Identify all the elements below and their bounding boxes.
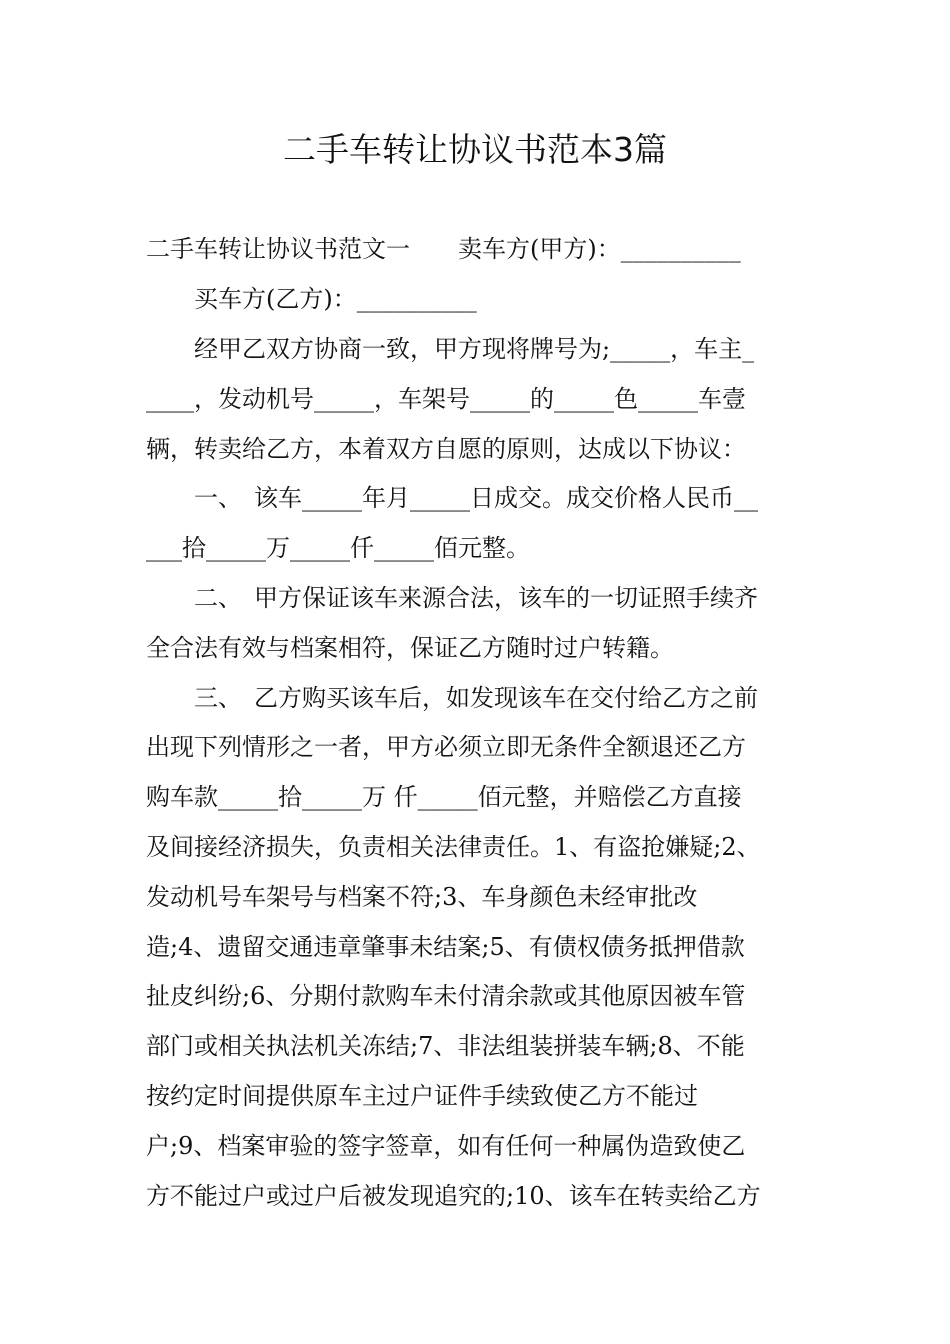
text-line: 全合法有效与档案相符，保证乙方随时过户转籍。 — [146, 634, 674, 662]
text-line: 户;9、档案审验的签字签章，如有任何一种属伪造致使乙 — [146, 1132, 746, 1160]
text-line: 造;4、遗留交通违章肇事未结案;5、有债权债务抵押借款 — [146, 933, 745, 961]
text-line: 三、 乙方购买该车后，如发现该车在交付给乙方之前 — [194, 684, 758, 712]
text-line: 扯皮纠纷;6、分期付款购车未付清余款或其他原因被车管 — [146, 982, 746, 1010]
text-line: 买车方(乙方)：__________ — [194, 285, 477, 313]
text-line: 辆，转卖给乙方，本着双方自愿的原则，达成以下协议： — [146, 435, 746, 463]
text-line: 方不能过户或过户后被发现追究的;10、该车在转卖给乙方 — [146, 1182, 761, 1210]
text-line: 部门或相关执法机关冻结;7、非法组装拼装车辆;8、不能 — [146, 1032, 745, 1060]
text-line: 一、 该车_____年月_____日成交。成交价格人民币__ — [194, 484, 758, 512]
text-line: 二、 甲方保证该车来源合法，该车的一切证照手续齐 — [194, 584, 758, 612]
text-line: 发动机号车架号与档案不符;3、车身颜色未经审批改 — [146, 883, 698, 911]
text-line: 购车款_____拾_____万 仟_____佰元整，并赔偿乙方直接 — [146, 783, 742, 811]
text-line: ____，发动机号_____，车架号_____的_____色_____车壹 — [146, 385, 746, 413]
text-line: ___拾_____万_____仟_____佰元整。 — [146, 534, 530, 562]
text-line: 及间接经济损失，负责相关法律责任。1、有盗抢嫌疑;2、 — [146, 833, 761, 861]
text-line: 按约定时间提供原车主过户证件手续致使乙方不能过 — [146, 1082, 698, 1110]
text-line: 出现下列情形之一者，甲方必须立即无条件全额退还乙方 — [146, 733, 746, 761]
text-line: 经甲乙双方协商一致，甲方现将牌号为;_____，车主_ — [194, 335, 755, 363]
document-title: 二手车转让协议书范本3篇 — [283, 130, 667, 169]
text-line: 二手车转让协议书范文一 卖车方(甲方)：__________ — [146, 235, 741, 263]
